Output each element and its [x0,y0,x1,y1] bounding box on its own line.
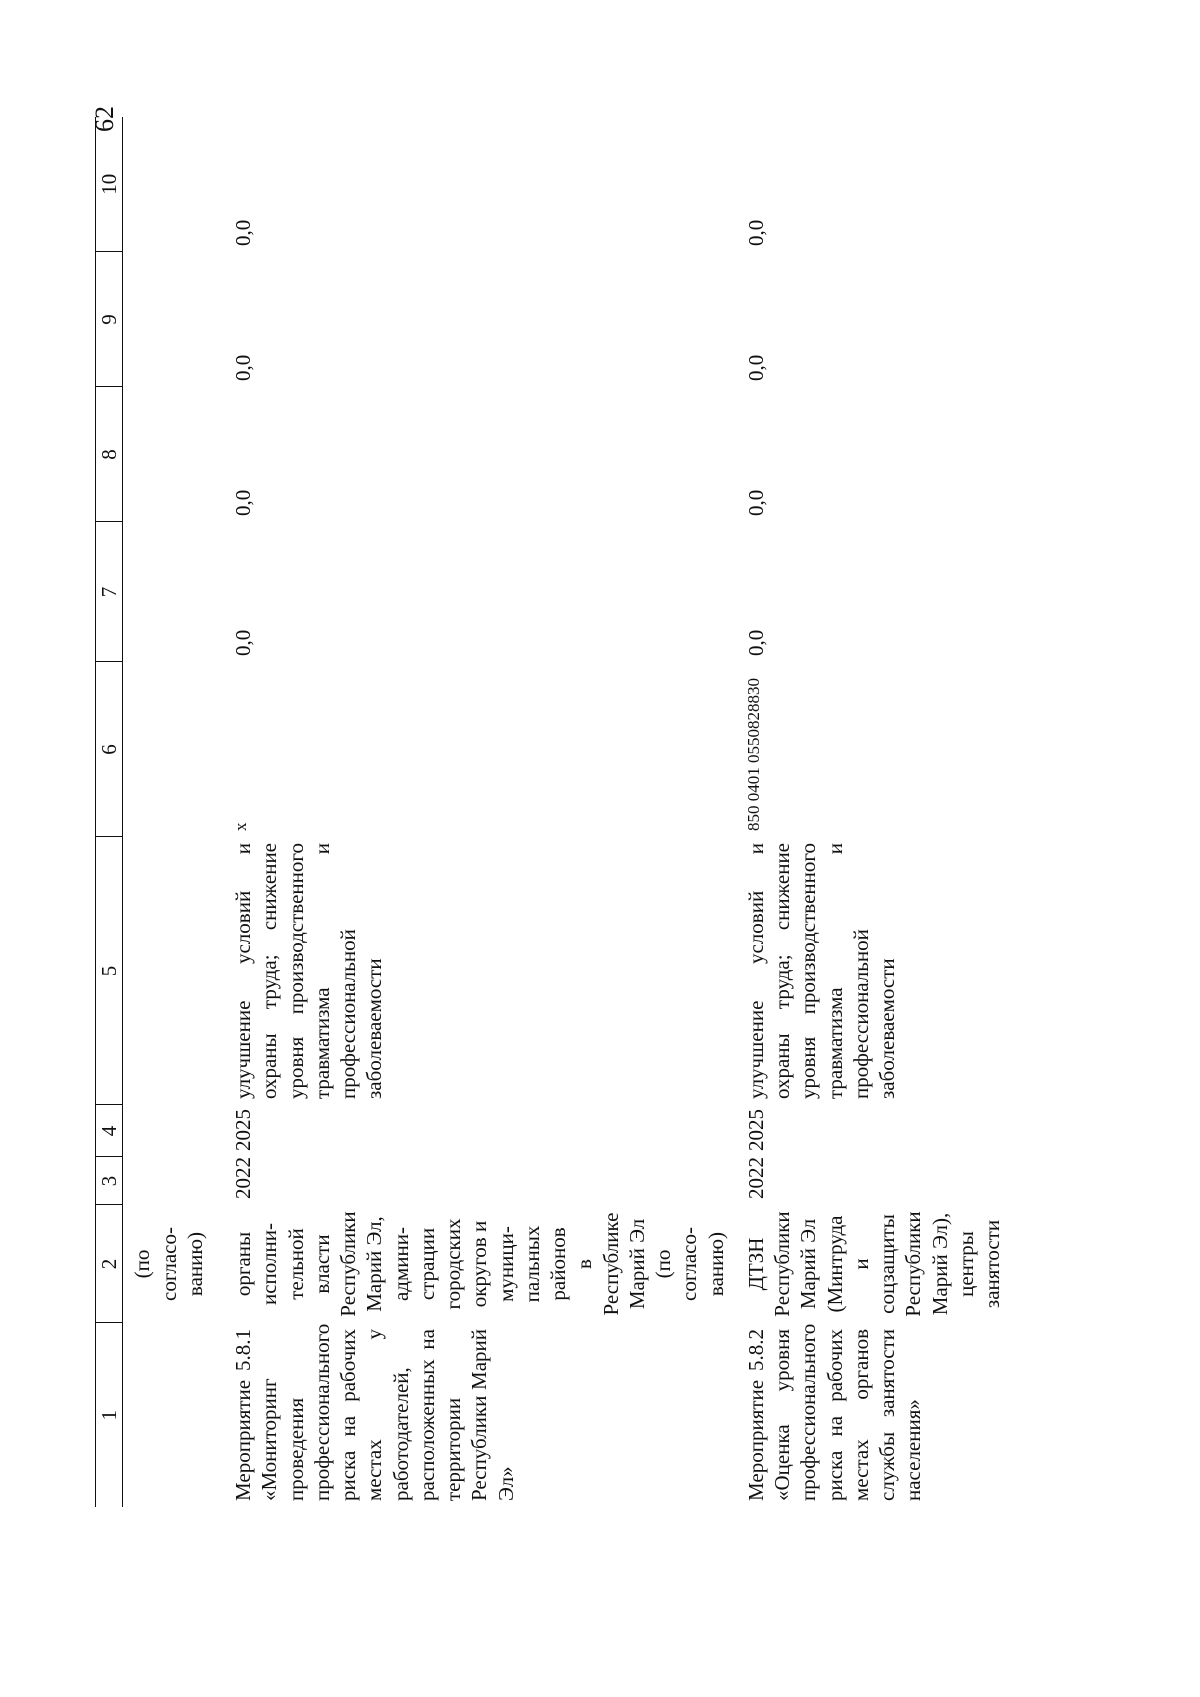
column-header-4: 4 [96,1105,123,1157]
value-col-10: 0,0 [231,219,255,246]
start-year: 2022 [743,1157,768,1199]
end-year: 2025 [743,1109,768,1151]
value-col-9: 0,0 [231,354,255,381]
column-header-2: 2 [96,1205,123,1323]
value-col-7: 0,0 [231,629,255,656]
column-header-7: 7 [96,522,123,662]
value-col-8: 0,0 [231,489,255,516]
table-row [729,117,1006,1507]
header-row [96,117,123,1507]
end-year: 2025 [231,1109,255,1151]
continuation-row [123,117,214,1507]
value-col-10: 0,0 [743,219,768,246]
value-col-8: 0,0 [743,489,768,516]
budget-classification-code: 850 0401 0550828830 [743,678,763,831]
column-header-6: 6 [96,662,123,837]
measure-name: Мероприятие 5.8.1 «Мониторинг проведения профессионального риска на рабочих местах у работодателей, расположенных на территории Республики Марий Эл» [231,1323,518,1501]
column-header-5: 5 [96,837,123,1105]
budget-classification-code: х [231,822,250,831]
column-header-1: 1 [96,1323,123,1507]
expected-result: улучшение условий и охраны труда; снижение уровня производственного травматизма и профессиональной заболеваемости [231,843,387,1099]
responsible-executor: органы исполни- тельной власти Республики Марий Эл, админи- страции городских округов и муници- пальных районов в Республике Марий Эл (по согласо- ванию) [231,1211,728,1317]
continuation-text: (по согласо- ванию) [130,1227,207,1301]
measure-name: Мероприятие 5.8.2 «Оценка уровня профессионального риска на рабочих местах органов службы занятости населения» [743,1323,926,1501]
column-header-10: 10 [96,117,123,252]
budget-table [95,117,1005,1507]
value-col-9: 0,0 [743,354,768,381]
table-row [214,117,729,1507]
start-year: 2022 [231,1157,255,1199]
column-header-9: 9 [96,252,123,387]
responsible-executor: ДТЗН Республики Марий Эл (Минтруда и соцзащиты Республики Марий Эл), центры занятости [743,1211,1004,1317]
column-header-8: 8 [96,387,123,522]
page-number: 62 [90,106,119,132]
expected-result: улучшение условий и охраны труда; снижение уровня производственного травматизма и профессиональной заболеваемости [743,843,899,1099]
column-header-3: 3 [96,1157,123,1205]
value-col-7: 0,0 [743,629,768,656]
